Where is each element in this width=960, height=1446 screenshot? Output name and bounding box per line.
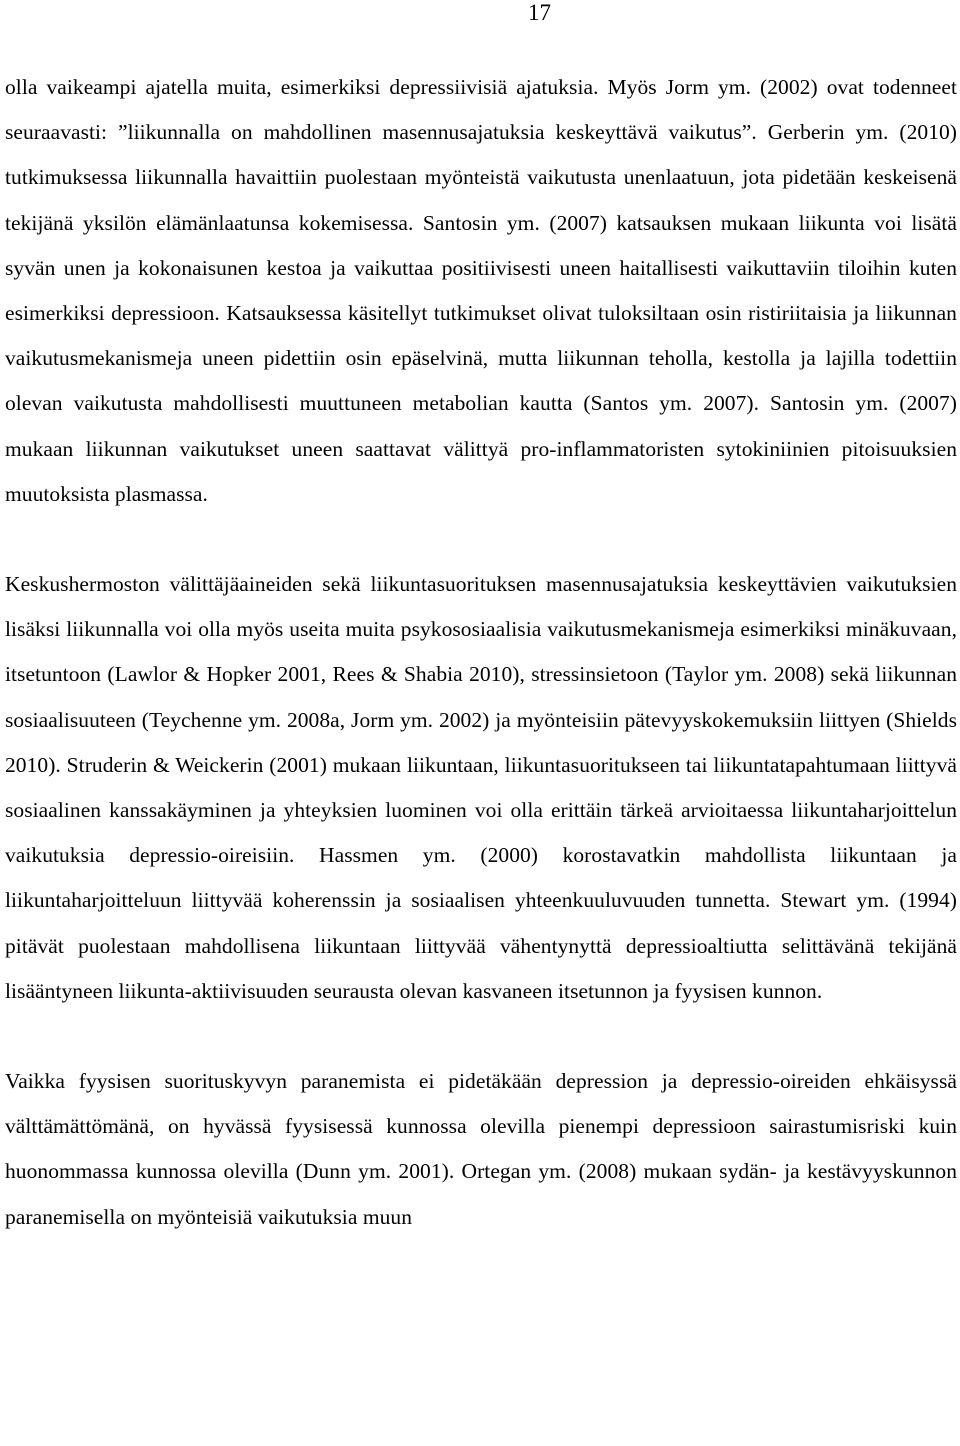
page-number: 17 bbox=[528, 0, 551, 25]
document-body bbox=[5, 65, 957, 1240]
paragraph-3: Vaikka fyysisen suorituskyvyn paranemista ei pidetäkään depression ja depressio-oireiden ehkäisyssä välttämättömänä, on hyvässä fyysisessä kunnossa olevilla pienempi depressioon sairastumisriski kuin huonommassa kunnossa olevilla (Dunn ym. 2001). Ortegan ym. (2008) mukaan sydän- ja kestävyyskunnon paranemisella on myönteisiä vaikutuksia muun bbox=[5, 1069, 957, 1229]
paragraph-1: olla vaikeampi ajatella muita, esimerkiksi depressiivisiä ajatuksia. Myös Jorm ym. (2002) ovat todenneet seuraavasti: ”liikunnalla on mahdollinen masennusajatuksia keskeyttävä vaikutus”. Gerberin ym. (2010) tutkimuksessa liikunnalla havaittiin puolestaan myönteistä vaikutusta unenlaatuun, jota pidetään keskeisenä tekijänä yksilön elämänlaatunsa kokemisessa. Santosin ym. (2007) katsauksen mukaan liikunta voi lisätä syvän unen ja kokonaisunen kestoa ja vaikuttaa positiivisesti uneen haitallisesti vaikuttaviin tiloihin kuten esimerkiksi depressioon. Katsauksessa käsitellyt tutkimukset olivat tuloksiltaan osin ristiriitaisia ja liikunnan vaikutusmekanismeja uneen pidettiin osin epäselvinä, mutta liikunnan teholla, kestolla ja lajilla todettiin olevan vaikutusta mahdollisesti muuttuneen metabolian kautta (Santos ym. 2007). Santosin ym. (2007) mukaan liikunnan vaikutukset uneen saattavat välittyä pro-inflammatoristen sytokiniinien pitoisuuksien muutoksista plasmassa. bbox=[5, 75, 957, 506]
paragraph-2: Keskushermoston välittäjäaineiden sekä liikuntasuorituksen masennusajatuksia keskeyttävien vaikutuksien lisäksi liikunnalla voi olla myös useita muita psykososiaalisia vaikutusmekanismeja esimerkiksi minäkuvaan, itsetuntoon (Lawlor & Hopker 2001, Rees & Shabia 2010), stressinsietoon (Taylor ym. 2008) sekä liikunnan sosiaalisuuteen (Teychenne ym. 2008a, Jorm ym. 2002) ja myönteisiin pätevyyskokemuksiin liittyen (Shields 2010). Struderin & Weickerin (2001) mukaan liikuntaan, liikuntasuoritukseen tai liikuntatapahtumaan liittyvä sosiaalinen kanssakäyminen ja yhteyksien luominen voi olla erittäin tärkeä arvioitaessa liikuntaharjoittelun vaikutuksia depressio-oireisiin. Hassmen ym. (2000) korostavatkin mahdollista liikuntaan ja liikuntaharjoitteluun liittyvää koherenssin ja sosiaalisen yhteenkuuluvuuden tunnetta. Stewart ym. (1994) pitävät puolestaan mahdollisena liikuntaan liittyvää vähentynyttä depressioaltiutta selittävänä tekijänä lisääntyneen liikunta-aktiivisuuden seurausta olevan kasvaneen itsetunnon ja fyysisen kunnon. bbox=[5, 572, 957, 1003]
